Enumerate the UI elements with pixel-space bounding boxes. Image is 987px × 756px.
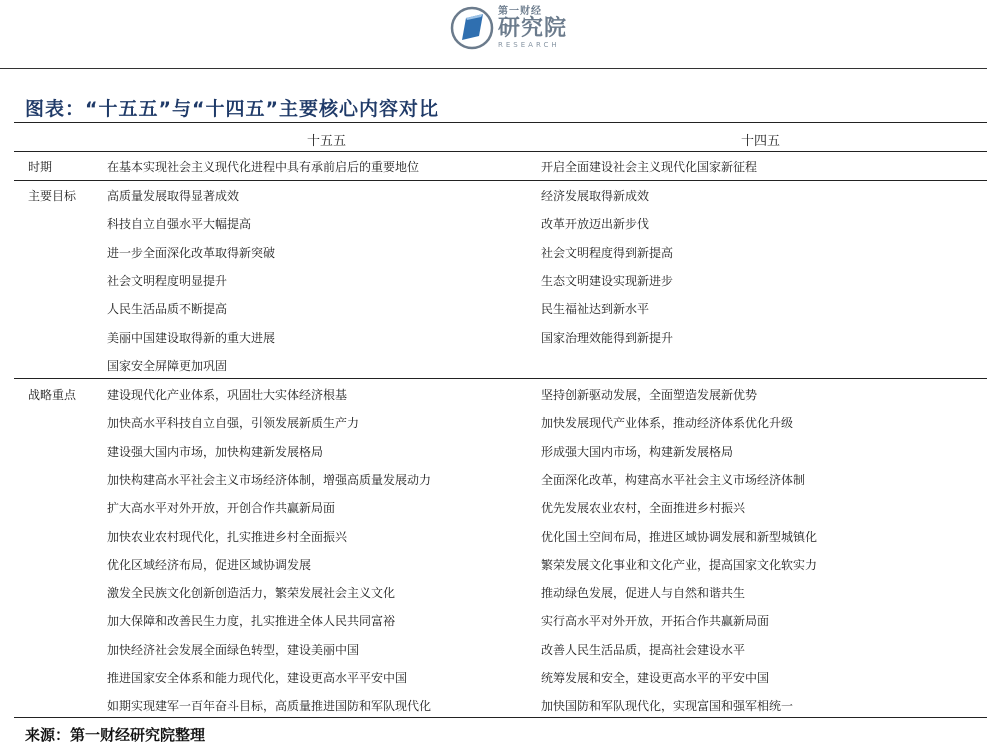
row-label-goals: 主要目标 (28, 189, 77, 203)
strategy-item-14th: 实行高水平对外开放，开拓合作共赢新局面 (541, 614, 770, 629)
strategy-item-14th: 加快国防和军队现代化，实现富国和强军相统一 (541, 699, 794, 714)
goal-item-14th: 国家治理效能得到新提升 (541, 330, 674, 345)
strategy-item-15th: 加快经济社会发展全面绿色转型，建设美丽中国 (107, 642, 360, 657)
logo-sub-text: RESEARCH (498, 41, 560, 49)
goal-item-14th: 生态文明建设实现新进步 (541, 273, 674, 288)
strategy-item-15th: 加大保障和改善民生力度，扎实推进全体人民共同富裕 (107, 614, 396, 629)
report-header (0, 0, 987, 68)
goals-row-divider (14, 378, 987, 379)
header-row-divider (14, 151, 987, 152)
strategy-item-14th: 优化国土空间布局，推进区域协调发展和新型城镇化 (541, 529, 818, 544)
strategy-item-14th: 推动绿色发展，促进人与自然和谐共生 (541, 586, 746, 601)
strategy-item-14th: 优先发展农业农村，全面推进乡村振兴 (541, 501, 746, 516)
row-label-period: 时期 (28, 160, 53, 174)
strategy-item-15th: 如期实现建军一百年奋斗目标，高质量推进国防和军队现代化 (107, 699, 432, 714)
strategy-item-15th: 激发全民族文化创新创造活力，繁荣发展社会主义文化 (107, 586, 396, 601)
strategy-item-15th: 加快构建高水平社会主义市场经济体制，增强高质量发展动力 (107, 472, 432, 487)
goal-item-14th: 社会文明程度得到新提高 (541, 245, 674, 260)
logo-emblem-icon (450, 6, 494, 50)
goal-item-15th: 美丽中国建设取得新的重大进展 (107, 330, 276, 345)
source-note: 来源：第一财经研究院整理 (25, 726, 206, 744)
strategy-item-14th: 改善人民生活品质，提高社会建设水平 (541, 642, 746, 657)
goal-item-15th: 国家安全屏障更加巩固 (107, 358, 228, 373)
period-14th: 开启全面建设社会主义现代化国家新征程 (541, 160, 758, 174)
logo-main-text: 研究院 (498, 16, 568, 41)
strategy-item-15th: 加快高水平科技自立自强，引领发展新质生产力 (107, 416, 360, 431)
goal-item-14th: 经济发展取得新成效 (541, 189, 650, 203)
row-label-strategy: 战略重点 (28, 388, 77, 402)
strategy-item-15th: 建设现代化产业体系，巩固壮大实体经济根基 (107, 388, 348, 402)
figure-title: 图表：“十五五”与“十四五”主要核心内容对比 (25, 98, 439, 120)
strategy-item-14th: 繁荣发展文化事业和文化产业，提高国家文化软实力 (541, 557, 818, 572)
goal-item-14th: 民生福祉达到新水平 (541, 302, 650, 317)
logo-top-text: 第一财经 (498, 6, 542, 17)
goal-item-15th: 高质量发展取得显著成效 (107, 189, 240, 203)
strategy-item-14th: 形成强大国内市场，构建新发展格局 (541, 444, 734, 459)
table-bottom-divider (14, 717, 987, 718)
column-header-14th: 十四五 (741, 134, 781, 149)
strategy-item-15th: 优化区域经济布局，促进区域协调发展 (107, 557, 312, 572)
goal-item-15th: 社会文明程度明显提升 (107, 273, 228, 288)
strategy-item-15th: 建设强大国内市场，加快构建新发展格局 (107, 444, 324, 459)
strategy-item-15th: 推进国家安全体系和能力现代化，建设更高水平平安中国 (107, 671, 408, 685)
brand-logo (450, 6, 567, 50)
goal-item-15th: 人民生活品质不断提高 (107, 302, 228, 317)
period-row-divider (14, 180, 987, 181)
goal-item-14th: 改革开放迈出新步伐 (541, 217, 650, 232)
period-15th: 在基本实现社会主义现代化进程中具有承前启后的重要地位 (107, 160, 420, 174)
strategy-item-15th: 扩大高水平对外开放，开创合作共赢新局面 (107, 501, 336, 516)
strategy-item-14th: 全面深化改革，构建高水平社会主义市场经济体制 (541, 472, 806, 487)
strategy-item-14th: 统筹发展和安全，建设更高水平的平安中国 (541, 671, 770, 685)
title-divider (14, 122, 987, 123)
goal-item-15th: 科技自立自强水平大幅提高 (107, 217, 252, 232)
strategy-item-14th: 加快发展现代产业体系，推动经济体系优化升级 (541, 416, 794, 431)
strategy-item-15th: 加快农业农村现代化，扎实推进乡村全面振兴 (107, 529, 348, 544)
goal-item-15th: 进一步全面深化改革取得新突破 (107, 245, 276, 260)
header-divider (0, 68, 987, 69)
column-header-15th: 十五五 (307, 134, 347, 149)
strategy-item-14th: 坚持创新驱动发展，全面塑造发展新优势 (541, 388, 758, 402)
